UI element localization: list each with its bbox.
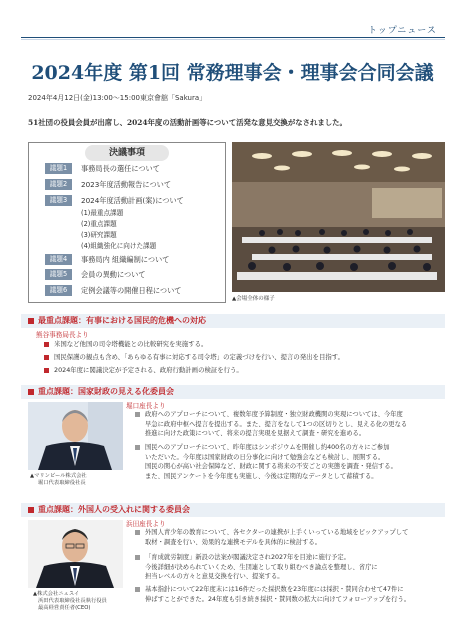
portrait-caption-line: 最高経営責任者(CEO) xyxy=(38,605,91,611)
section-heading xyxy=(21,385,445,399)
portrait-photo xyxy=(28,402,123,470)
section-heading xyxy=(21,503,445,517)
bullet-text: いただいた。今年度は国家財政の日分事化に向けて勉強会なども検討し、展開する。 xyxy=(145,453,385,461)
person-portrait-illustration xyxy=(28,402,123,470)
meeting-photo xyxy=(232,142,445,292)
resolution-tag: 議題5 xyxy=(45,269,72,280)
resolution-tag: 議題6 xyxy=(45,285,72,296)
bullet-text: 基本指針について22年度末には16件だった採択数を23年度には採択・賛同合わせて47件に xyxy=(145,586,404,593)
photo-caption: ▲会場全体の様子 xyxy=(232,296,275,302)
bullet-icon xyxy=(135,587,140,592)
portrait-caption-line: ▲株式会社ニュスイ xyxy=(33,591,80,597)
resolution-tag: 議題4 xyxy=(45,254,72,265)
resolution-text: 事務局長の選任について xyxy=(81,164,160,173)
resolution-text: 事務局内 組織編制について xyxy=(81,255,170,264)
resolution-subitem: (3)研究課題 xyxy=(81,231,117,239)
bullet-text: 担当レベルの方々と意見交換を行い、提案する。 xyxy=(145,573,284,580)
bullet-text: 早急に政府中枢へ提言を提出する。また、提言をなして1つの区切りとし、見える化の更なる xyxy=(145,420,408,428)
bullet-icon xyxy=(135,555,140,560)
section-marker-icon xyxy=(28,318,34,324)
bullet-text: 政府へのアプローチについて、複数年度予算制度・独立財政機関の実現については、今年度 xyxy=(145,411,403,418)
bullet-icon xyxy=(135,530,140,535)
bullet-text: 国民へのアプローチについて、昨年度はシンポジウムを開催し約400名の方々にご参加 xyxy=(145,444,390,451)
section-heading-text: 重点課題：国家財政の見える化委員会 xyxy=(38,387,174,396)
resolution-text: 定例会議等の開催日程について xyxy=(81,286,182,295)
bullet-icon xyxy=(135,412,140,417)
bullet-text: 外国人青少年の教育について、各セクターの連携が上手くいっている地域をピックアップして xyxy=(145,529,409,536)
bullet-icon xyxy=(135,445,140,450)
portrait-caption-line: 堀口代表取締役社長 xyxy=(38,480,86,486)
header-rule xyxy=(21,37,445,38)
bullet-icon xyxy=(44,342,49,347)
resolution-text: 2024年度活動計画(案)について xyxy=(81,196,184,205)
lead-text: 51社団の役員会員が出席し、2024年度の活動計画等について活発な意見交換がなされました。 xyxy=(28,118,347,127)
resolution-subitem: (4)組織強化に向けた課題 xyxy=(81,242,157,250)
portrait-caption-line: ▲マリンピール株式会社 xyxy=(30,473,87,479)
section-label: トップニュース xyxy=(368,26,437,36)
bullet-text: 国民保護の観点も含め、「あらゆる有事に対応する司令塔」の定義づけを行い、提言の発出を目指す。 xyxy=(54,353,344,361)
meeting-hall-illustration xyxy=(232,142,445,292)
resolution-subitem: (2)重点課題 xyxy=(81,220,117,228)
speaker-label: 熊谷事務局長より xyxy=(36,331,89,339)
portrait-caption-line: 浜田代表取締役社長執行役員 xyxy=(38,598,107,604)
person-portrait-illustration xyxy=(28,520,123,588)
bullet-text: 「育成就労制度」新設の法案が閣議決定され2027年を目途に施行予定。 xyxy=(145,554,350,561)
bullet-text: 推進に向けた政策について、将来の提言実現を見据えて調査・研究を進める。 xyxy=(145,430,366,437)
resolution-tag: 議題1 xyxy=(45,163,72,174)
page-title: 2024年度 第1回 常務理事会・理事会合同会議 xyxy=(31,62,434,84)
section-heading-text: 最重点課題：有事における国民的危機への対応 xyxy=(38,316,206,325)
speaker-label: 堀口座長より xyxy=(126,402,166,410)
speaker-label: 浜田座長より xyxy=(126,520,166,528)
resolution-text: 会員の異動について xyxy=(81,270,146,279)
bullet-text: 取材・調査を行い、効果的な連携モデルを具体的に検討する。 xyxy=(145,538,321,546)
section-heading xyxy=(21,314,445,328)
bullet-icon xyxy=(44,355,49,360)
bullet-text: また、国民アンケートを今年度も実施し、今後は定期的なデータとして蓄積する。 xyxy=(145,472,378,480)
resolution-subitem: (1)最重点課題 xyxy=(81,209,124,217)
bullet-text: 今後詳細が決められていくため、生団連として取り組むべき論点を整理し、省庁に xyxy=(145,563,378,571)
portrait-photo xyxy=(28,520,123,588)
resolution-text: 2023年度活動報告について xyxy=(81,180,172,189)
section-marker-icon xyxy=(28,389,34,395)
header-rule-light xyxy=(21,39,445,40)
bullet-text: 伸ばすことができた。24年度も引き続き採択・賛同数の拡大に向けてフォローアップを行う。 xyxy=(145,595,411,603)
bullet-text: 米国など他国の司令塔機能との比較研究を実施する。 xyxy=(54,340,208,348)
bullet-icon xyxy=(44,368,49,373)
section-heading-text: 重点課題：外国人の受入れに関する委員会 xyxy=(38,505,190,514)
resolution-tag: 議題2 xyxy=(45,179,72,190)
bullet-text: 国民の関心が高い社会保障など、財政に関する将来の不安ごとの実態を調査・発信する。 xyxy=(145,463,397,470)
resolutions-heading: 決議事項 xyxy=(85,145,169,161)
resolution-tag: 議題3 xyxy=(45,195,72,206)
meeting-date: 2024年4月12日(金)13:00～15:00東京會舘「Sakura」 xyxy=(28,94,207,102)
section-marker-icon xyxy=(28,507,34,513)
bullet-text: 2024年度に閣議決定が予定される、政府行動計画の検証を行う。 xyxy=(54,366,243,374)
